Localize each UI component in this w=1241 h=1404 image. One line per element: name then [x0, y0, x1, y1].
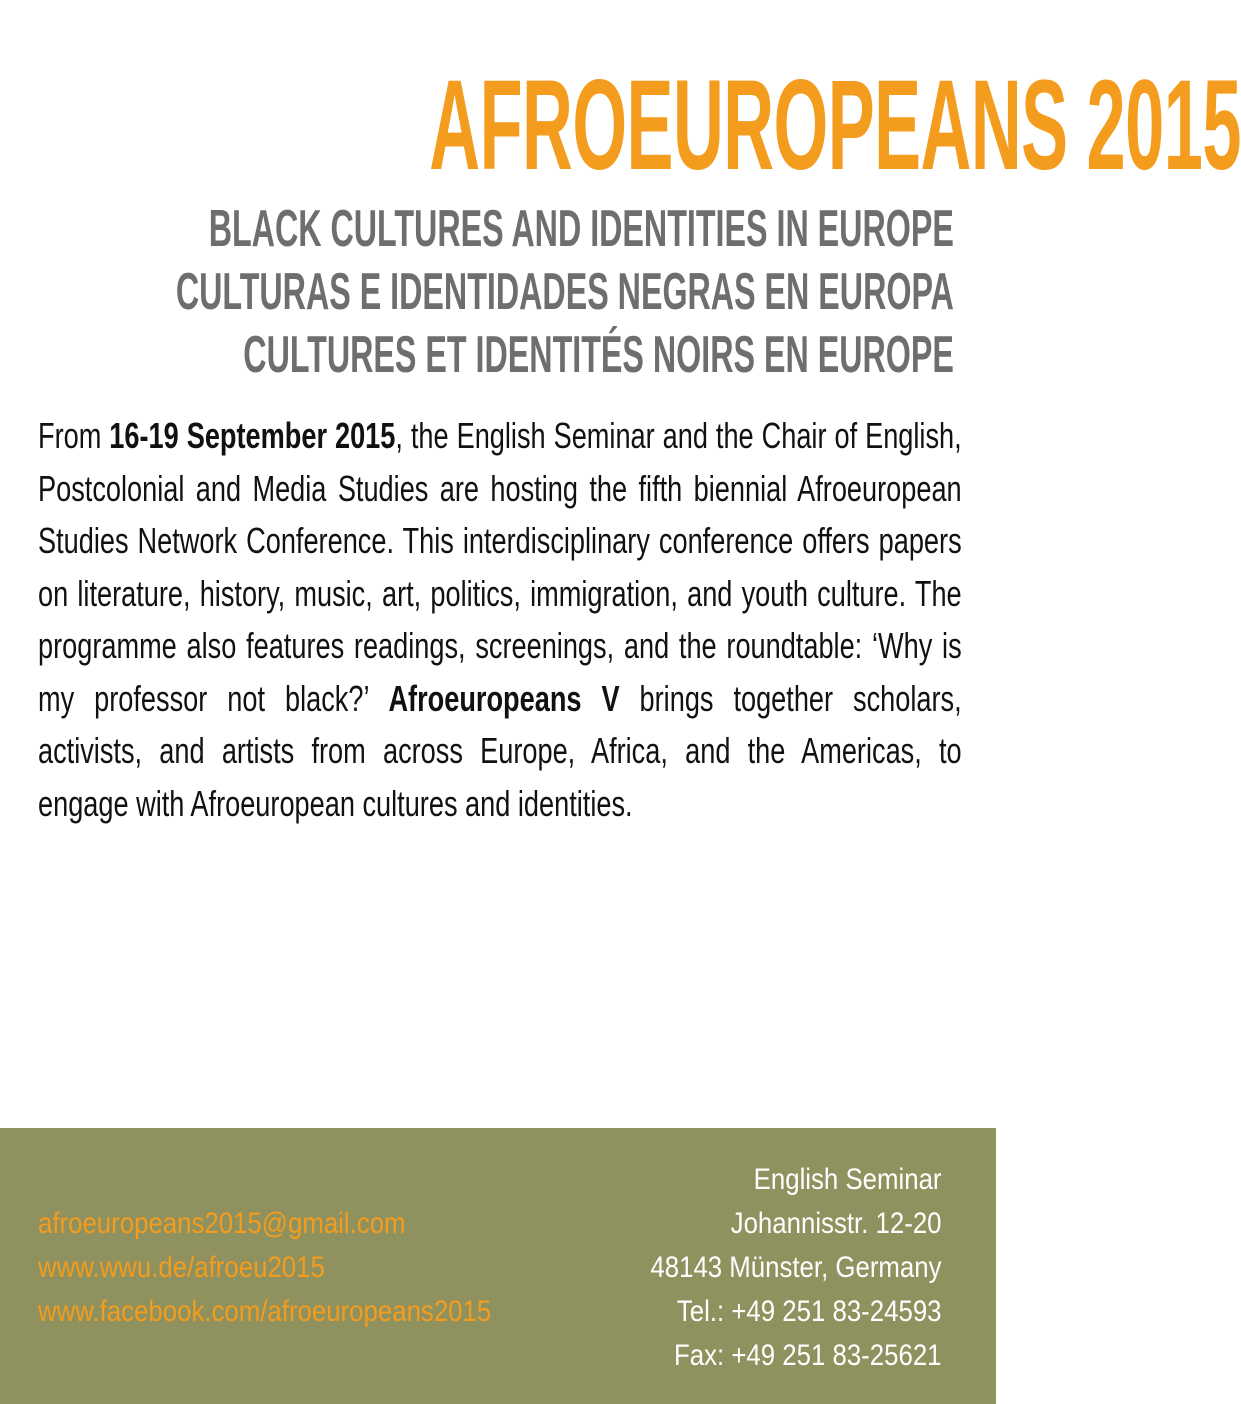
address-line-phone: Tel.: +49 251 83-24593	[677, 1295, 942, 1328]
website-link[interactable]: www.wwu.de/afroeu2015	[38, 1251, 325, 1284]
conference-dates: 16-19 September 2015	[109, 415, 396, 456]
subtitle-french: CULTURES ET IDENTITÉS NOIRS EN EUROPE	[243, 326, 954, 384]
subtitle-spanish: CULTURAS E IDENTIDADES NEGRAS EN EUROPA	[175, 263, 954, 321]
description-main: , the English Seminar and the Chair of English, Postcolonial and Media Studies are hosting the fifth biennial Afroeuropean Studies Network Conference. This interdisciplinary conference offers papers on literature, history, music, art, politics, immigration, and youth culture. The programme also features readings, screenings, and the roundtable: ‘Why is my professor not black?’	[38, 415, 962, 719]
address-line-city: 48143 Münster, Germany	[650, 1251, 942, 1284]
address-line-street: Johannisstr. 12-20	[731, 1207, 942, 1240]
subtitle-group	[0, 198, 954, 387]
description-paragraph	[38, 410, 962, 830]
event-name: Afroeuropeans V	[388, 677, 620, 719]
description-closing: brings together scholars, activists, and artists from across Europe, Africa, and the Americas, to engage with Afroeuropean cultures and identities.	[38, 677, 962, 824]
email-link[interactable]: afroeuropeans2015@gmail.com	[38, 1207, 406, 1240]
description-intro: From	[38, 415, 110, 456]
address-line-fax: Fax: +49 251 83-25621	[674, 1339, 942, 1372]
subtitle-english: BLACK CULTURES AND IDENTITIES IN EUROPE	[208, 200, 954, 258]
address-line-institution: English Seminar	[754, 1163, 942, 1196]
description-text	[38, 410, 962, 830]
contact-links	[38, 1202, 565, 1334]
facebook-link[interactable]: www.facebook.com/afroeuropeans2015	[38, 1295, 492, 1328]
postal-address	[603, 1158, 942, 1378]
page-title: AFROEUROPEANS 2015	[429, 54, 1241, 197]
